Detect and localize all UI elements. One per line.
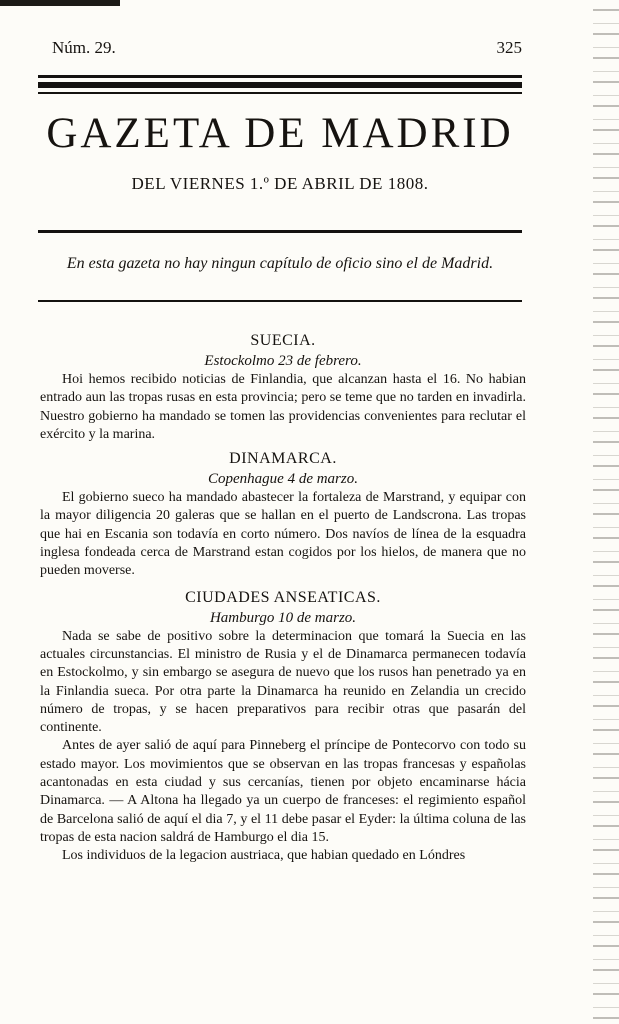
issue-number: Núm. 29. [52,38,116,57]
masthead-date: DEL VIERNES 1.º DE ABRIL DE 1808. [131,174,429,193]
section-heading-ciudades-anseaticas: CIUDADES ANSEATICAS. [185,588,381,606]
page-edge-bleed [593,0,619,1024]
dateline-copenhague: Copenhague 4 de marzo. [208,471,358,488]
section-heading-suecia: SUECIA. [250,332,316,349]
rule-after-notice [38,300,522,302]
article-paragraph: Hoi hemos recibido noticias de Finlandia, que alcanzan hasta el 16. No habian entrado aun las tropas rusas en esta provincia; pero se teme que no tarden en invadirla. Nuestro gobierno ha mandado se tomen las providencias convenientes para reclutar el exército y la marina. [40,372,526,442]
dateline-estockolmo: Estockolmo 23 de febrero. [204,353,362,369]
article-paragraph: Los individuos de la legacion austriaca, que habian quedado en Lóndres [62,848,466,864]
header-rule-top [38,75,522,78]
masthead-title: GAZETA DE MADRID [46,110,514,157]
ink-blot [0,0,120,6]
article-column [40,330,526,866]
running-header [52,38,522,62]
article-paragraph: Nada se sabe de positivo sobre la determinacion que tomará la Suecia en las actuales circunstancias. El ministro de Rusia y el de Dinamarca permanecen todavía en Estockolmo, y sin embargo se asegura de nuevo que los rusos han penetrado ya en la Finlandia sueca. Por otra parte la Dinamarca ha reunido en Zelandia un crecido número de tropas, y se hacen preparativos para recibir otras que pasarán del continente. [40,628,526,736]
official-notice: En esta gazeta no hay ningun capítulo de oficio sino el de Madrid. [66,255,494,272]
section-heading-dinamarca: DINAMARCA. [229,450,337,468]
header-rule-thick [38,82,522,88]
page-number: 325 [496,38,522,57]
rule-after-date [38,230,522,233]
header-rule-bottom [38,92,522,94]
article-paragraph: El gobierno sueco ha mandado abastecer la fortaleza de Marstrand, y equipar con la mayor diligencia 20 galeras que se hallan en el puerto de Landscrona. Las tropas que hai en Escania son todavía en corto número. Dos navíos de línea de la esquadra inglesa fondeada cerca de Marstrand estan cogidos por los hielos, de manera que no pueden moverse. [40,490,526,579]
dateline-hamburgo: Hamburgo 10 de marzo. [209,609,357,626]
article-paragraph: Antes de ayer salió de aquí para Pinneberg el príncipe de Pontecorvo con todo su estado mayor. Los movimientos que se observan en las tropas francesas y españolas acantonadas en esta ciudad y sus cercanías, tienen por objeto encaminarse hácia Dinamarca. — A Altona ha llegado ya un cuerpo de franceses: el regimiento español de Barcelona salió de aquí el dia 7, y el 11 debe pasar el Eyder: la última coluna de las tropas de esta nacion saldrá de Hamburgo el dia 15. [40,738,526,845]
